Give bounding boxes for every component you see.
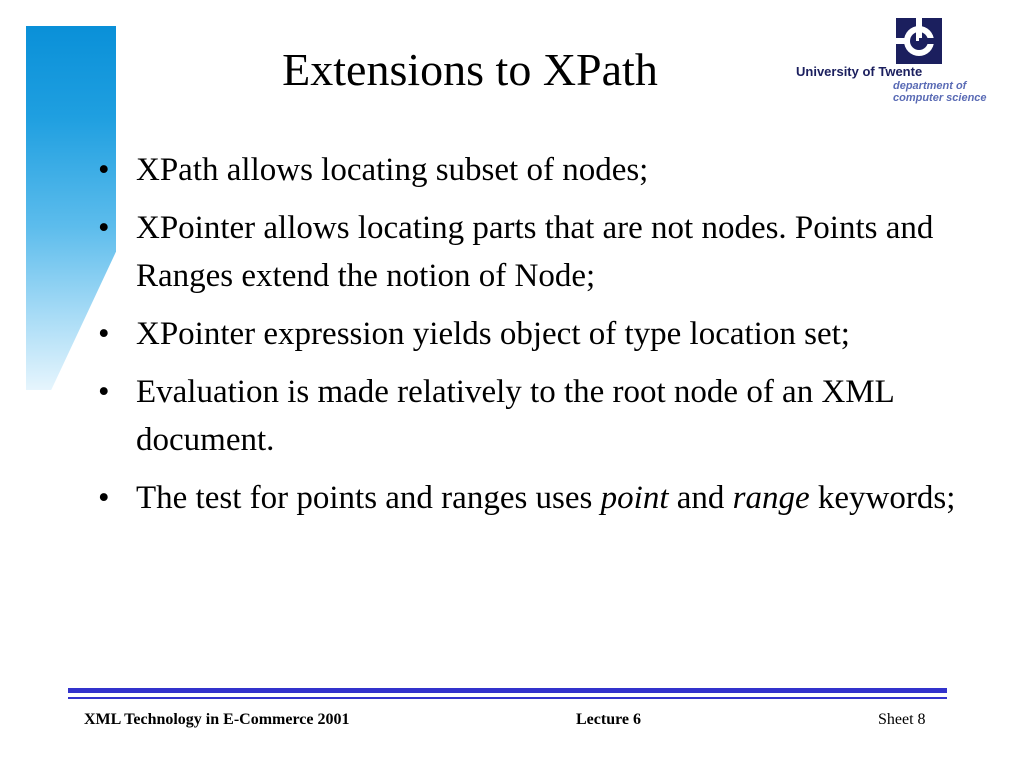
bullet-text: Evaluation is made relatively to the root node of an XML document. xyxy=(136,374,894,458)
department-line-2: computer science xyxy=(893,92,987,104)
slide-title: Extensions to XPath xyxy=(282,44,658,95)
university-name: University of Twente xyxy=(796,64,923,79)
footer-rule-thick xyxy=(68,688,947,693)
bullet-dot: • xyxy=(98,210,110,246)
bullet-text xyxy=(136,480,955,516)
bullet-item xyxy=(96,204,966,300)
bullet-item xyxy=(96,474,966,522)
footer-rule-thin xyxy=(68,697,947,699)
bullet-text-before: The test for points and ranges uses xyxy=(136,480,601,516)
bullet-dot: • xyxy=(98,316,110,352)
bullet-dot: • xyxy=(98,480,110,516)
bullet-item xyxy=(96,146,966,194)
bullet-item xyxy=(96,310,966,358)
footer-course: XML Technology in E-Commerce 2001 xyxy=(84,711,350,728)
bullet-text-middle: and xyxy=(668,480,733,516)
bullet-text: XPointer allows locating parts that are not nodes. Points and Ranges extend the notion of Node; xyxy=(136,210,934,294)
bullet-list xyxy=(96,146,966,532)
department-line-1: department of xyxy=(893,80,967,92)
bullet-text-after: keywords; xyxy=(809,480,956,516)
bullet-dot: • xyxy=(98,374,110,410)
bullet-item xyxy=(96,368,966,464)
department-name xyxy=(893,80,987,104)
bullet-dot: • xyxy=(98,152,110,188)
bullet-text: XPath allows locating subset of nodes; xyxy=(136,152,649,188)
keyword-range: range xyxy=(732,480,810,516)
footer-lecture: Lecture 6 xyxy=(576,711,642,728)
keyword-point: point xyxy=(600,480,669,516)
bullet-text: XPointer expression yields object of type location set; xyxy=(136,316,850,352)
footer-sheet: Sheet 8 xyxy=(878,711,926,728)
university-logo-icon xyxy=(896,18,942,64)
